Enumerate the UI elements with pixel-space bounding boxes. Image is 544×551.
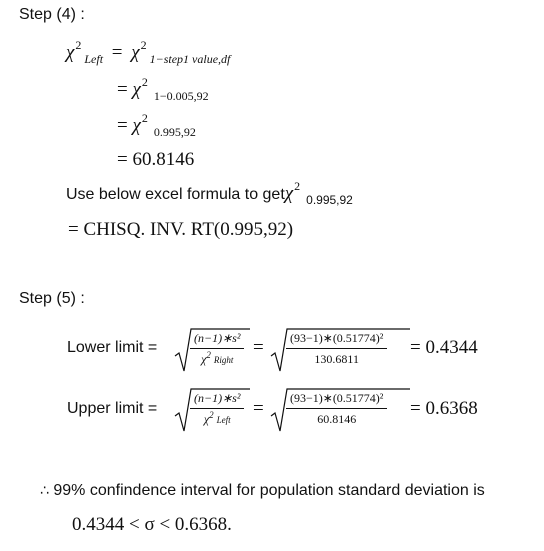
- step4-heading: Step (4) :: [19, 6, 85, 23]
- chi-value-line: = $\chi^2_{0.995,92}$: [117, 111, 196, 139]
- left-subscript: Left: [84, 52, 104, 66]
- upper-limit-label: Upper limit =: [67, 400, 158, 417]
- therefore-symbol: ∴: [40, 483, 49, 499]
- excel-formula: = CHISQ. INV. RT(0.995,92): [68, 219, 294, 240]
- confidence-interval: 0.4344 < σ < 0.6368.: [72, 514, 232, 535]
- chi-symbol: χ: [66, 42, 75, 63]
- value-subscript: 0.995,92: [153, 125, 196, 139]
- numeric-subscript: 1−0.005,92: [153, 89, 209, 103]
- lower-general-radical: (n−1)∗s² $\chi^2$ Right: [174, 326, 250, 374]
- upper-general-radical: (n−1)∗s² $\chi^2$ Left: [174, 386, 250, 434]
- step5-heading: Step (5) :: [19, 290, 85, 307]
- chi-left-definition: $\chi^2_{Left} = \chi^2_{1-step1 value,df}$: [66, 38, 231, 66]
- chi-left-result: = 60.8146: [117, 149, 195, 170]
- lower-numeric-radical: $\frac{\text{(93−1)∗(0.51774)²}}{130.6811}$: [270, 326, 410, 374]
- upper-numeric-radical: $\frac{\text{(93−1)∗(0.51774)²}}{60.8146}$: [270, 386, 410, 434]
- lower-limit-result: = 0.4344: [410, 337, 478, 358]
- excel-instruction: Use below excel formula to getχ$^2_{0.995,92}$: [66, 179, 353, 207]
- conclusion-text: ∴ 99% confindence interval for population standard deviation is: [40, 482, 485, 499]
- general-subscript: 1−step1 value,df: [149, 52, 231, 66]
- upper-limit-result: = 0.6368: [410, 398, 478, 419]
- chi-numeric-line: = $\chi^2_{1-0.005,92}$: [117, 75, 209, 103]
- lower-limit-label: Lower limit =: [67, 339, 158, 356]
